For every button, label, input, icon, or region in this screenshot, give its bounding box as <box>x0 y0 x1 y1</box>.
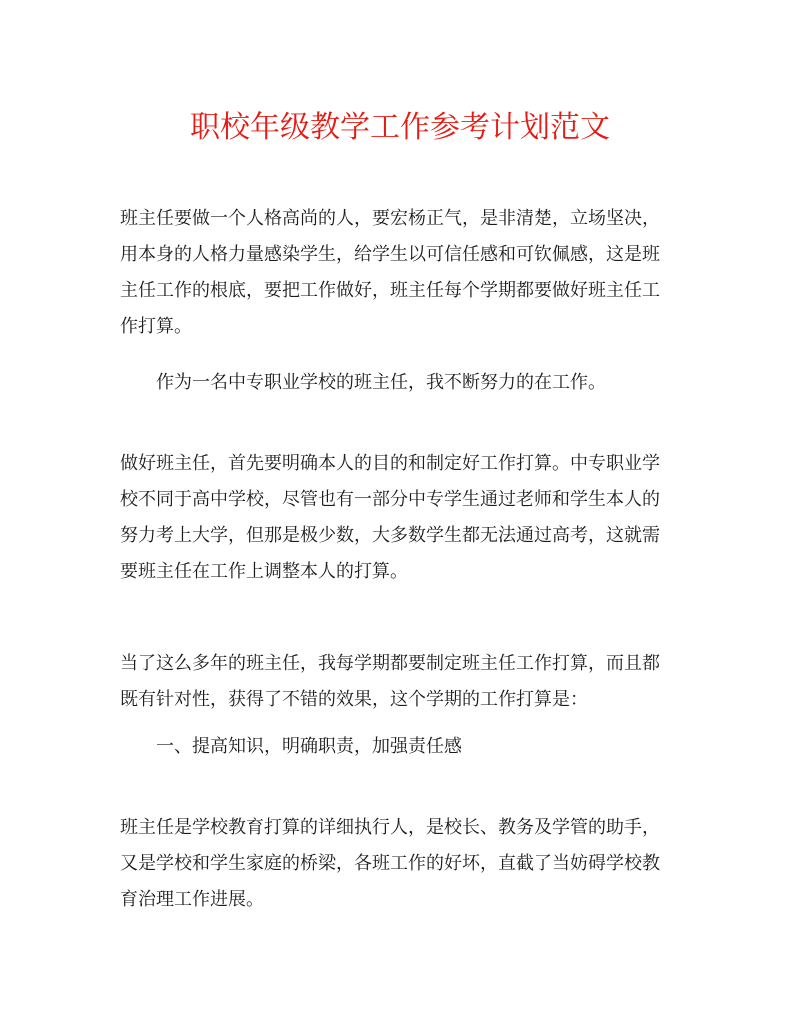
paragraph-line: 既有针对性，获得了不错的效果，这个学期的工作打算是： <box>120 689 588 710</box>
paragraph-line: 当了这么多年的班主任，我每学期都要制定班主任工作打算，而且都 <box>120 653 660 674</box>
paragraph-line: 班主任要做一个人格高尚的人，要宏杨正气，是非清楚，立场坚决， <box>120 208 660 229</box>
document-title: 职校年级教学工作参考计划范文 <box>190 110 610 145</box>
paragraph-1 <box>120 201 675 345</box>
paragraph-line: 用本身的人格力量感染学生，给学生以可信任感和可钦佩感，这是班 <box>120 244 660 265</box>
paragraph-3 <box>120 446 675 590</box>
paragraph-line: 努力考上大学，但那是极少数，大多数学生都无法通过高考，这就需 <box>120 525 660 546</box>
section-heading-1: 一、提高知识，明确职责，加强责任感 <box>156 736 462 757</box>
paragraph-line: 做好班主任，首先要明确本人的目的和制定好工作打算。中专职业学 <box>120 453 660 474</box>
paragraph-line: 班主任是学校教育打算的详细执行人，是校长、教务及学管的助手， <box>120 817 660 838</box>
paragraph-4 <box>120 646 675 718</box>
paragraph-2: 作为一名中专职业学校的班主任，我不断努力的在工作。 <box>156 372 606 393</box>
paragraph-line: 作打算。 <box>120 316 192 337</box>
paragraph-6 <box>120 810 675 918</box>
paragraph-line: 要班主任在工作上调整本人的打算。 <box>120 561 408 582</box>
paragraph-line: 主任工作的根底，要把工作做好，班主任每个学期都要做好班主任工 <box>120 280 660 301</box>
paragraph-line: 育治理工作进展。 <box>120 889 264 910</box>
paragraph-line: 又是学校和学生家庭的桥梁，各班工作的好坏，直截了当妨碍学校教 <box>120 853 660 874</box>
paragraph-line: 校不同于高中学校，尽管也有一部分中专学生通过老师和学生本人的 <box>120 489 660 510</box>
